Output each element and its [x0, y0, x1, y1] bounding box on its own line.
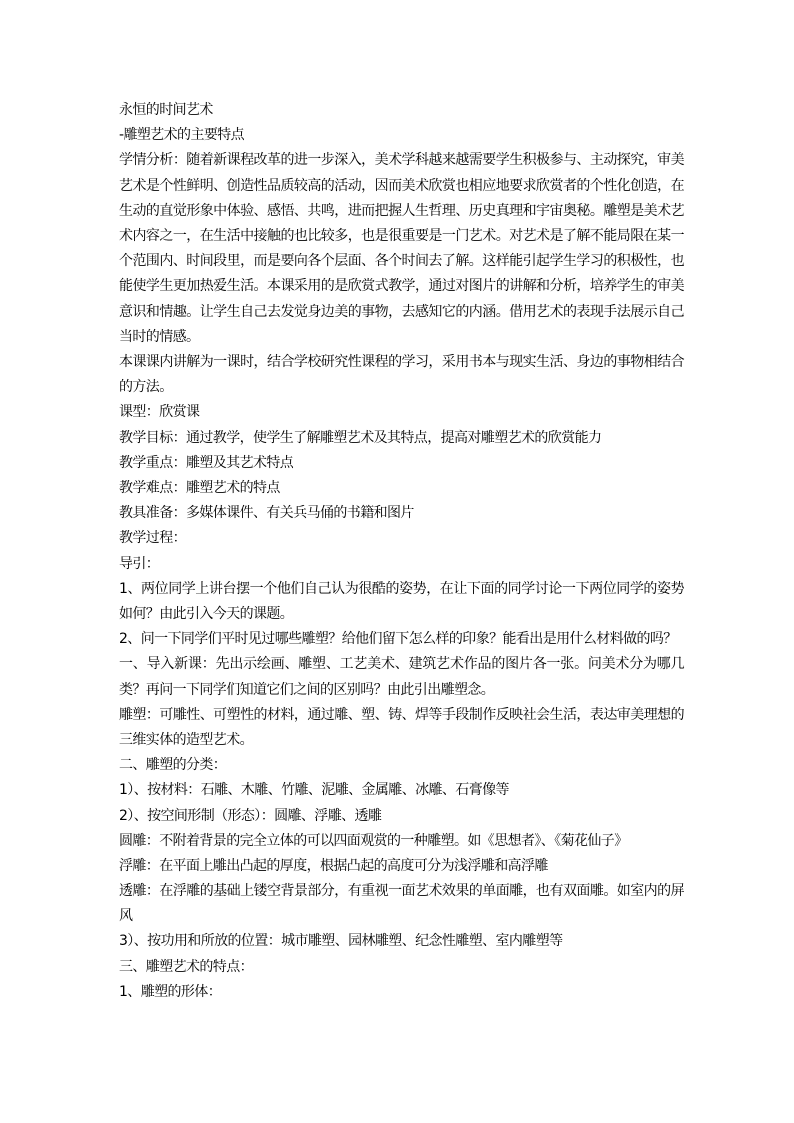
relief-sculpture: 浮雕：在平面上雕出凸起的厚度，根据凸起的高度可分为浅浮雕和高浮雕 [119, 857, 548, 874]
intro-item-2: 2、问一下同学们平时见过哪些雕塑？给他们留下怎么样的印象？能看出是用什么材料做的吗？ [119, 631, 677, 648]
classification-form: 2）、按空间形制（形态）：圆雕、浮雕、透雕 [119, 807, 382, 824]
section-2-heading: 二、雕塑的分类： [119, 757, 227, 774]
classification-function: 3）、按功用和所放的位置：城市雕塑、园林雕塑、纪念性雕塑、室内雕塑等 [119, 933, 563, 950]
classification-material: 1）、按材料：石雕、木雕、竹雕、泥雕、金属雕、冰雕、石膏像等 [119, 782, 509, 799]
section-3-heading: 三、雕塑艺术的特点： [119, 958, 253, 975]
feature-1-heading: 1、雕塑的形体： [119, 983, 222, 1000]
section-1-paragraph: 一、导入新课：先出示绘画、雕塑、工艺美术、建筑艺术作品的图片各一张。问美术分为哪几类？再问一下同学们知道它们之间的区别吗？由此引出雕塑念。 [119, 656, 684, 698]
openwork-sculpture: 透雕：在浮雕的基础上镂空背景部分，有重视一面艺术效果的单面雕，也有双面雕。如室内的屏风 [119, 883, 684, 925]
document-body [119, 98, 684, 1005]
sculpture-definition: 雕塑：可雕性、可塑性的材料，通过雕、塑、铸、焊等手段制作反映社会生活，表达审美理想的三维实体的造型艺术。 [119, 706, 684, 748]
round-sculpture: 圆雕：不附着背景的完全立体的可以四面观赏的一种雕塑。如《思想者》、《菊花仙子》 [119, 832, 628, 849]
teaching-process-heading: 教学过程： [119, 530, 186, 547]
analysis-paragraph: 学情分析：随着新课程改革的进一步深入，美术学科越来越需要学生积极参与、主动探究，审美艺术是个性鲜明、创造性品质较高的活动，因而美术欣赏也相应地要求欣赏者的个性化创造，在生动的直觉形象中体验、感悟、共鸣，进而把握人生哲理、历史真理和宇宙奥秘。雕塑是美术艺术内容之一，在生活中接触的也比较多，也是很重要是一门艺术。对艺术是了解不能局限在某一个范围内、时间段里，而是要向各个层面、各个时间去了解。这样能引起学生学习的积极性，也能使学生更加热爱生活。本课采用的是欣赏式教学，通过对图片的讲解和分析，培养学生的审美意识和情趣。让学生自己去发觉身边美的事物，去感知它的内涵。借用艺术的表现手法展示自己当时的情感。 [119, 152, 684, 345]
teaching-goal: 教学目标：通过教学，使学生了解雕塑艺术及其特点，提高对雕塑艺术的欣赏能力 [119, 429, 602, 446]
teaching-tools: 教具准备：多媒体课件、有关兵马俑的书籍和图片 [119, 505, 414, 522]
teaching-key-point: 教学重点：雕塑及其艺术特点 [119, 454, 294, 471]
document-subtitle: -雕塑艺术的主要特点 [119, 127, 245, 144]
intro-item-1: 1、两位同学上讲台摆一个他们自己认为很酷的姿势，在让下面的同学讨论一下两位同学的姿势如何？由此引入今天的课题。 [119, 580, 684, 622]
analysis-paragraph-2: 本课课内讲解为一课时，结合学校研究性课程的学习，采用书本与现实生活、身边的事物相结合的方法。 [119, 354, 684, 396]
teaching-difficulty: 教学难点：雕塑艺术的特点 [119, 479, 280, 496]
lesson-type: 课型：欣赏课 [119, 404, 200, 421]
intro-heading: 导引： [119, 555, 160, 572]
document-title: 永恒的时间艺术 [119, 102, 213, 118]
